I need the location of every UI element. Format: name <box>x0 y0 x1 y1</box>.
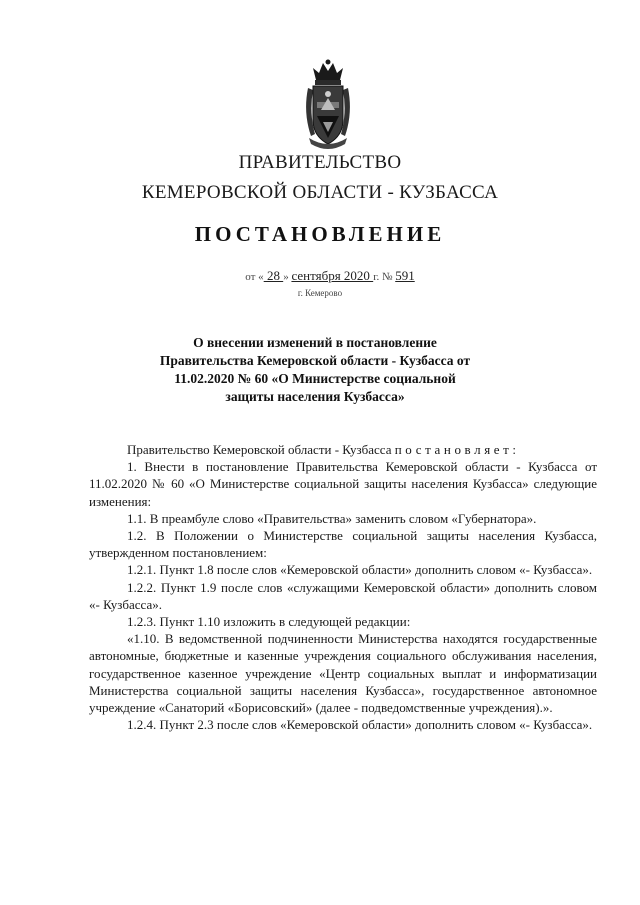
paragraph-1-2-3: 1.2.3. Пункт 1.10 изложить в следующей редакции: <box>127 614 411 630</box>
intro-lead: Правительство Кемеровской области - Кузбасса <box>127 442 395 457</box>
government-name-line1: ПРАВИТЕЛЬСТВО <box>238 152 402 173</box>
date-number-line <box>0 268 640 284</box>
paragraph-1-1: 1.1. В преамбуле слово «Правительства» заменить словом «Губернатора». <box>127 510 537 526</box>
document-subject: О внесении изменений в постановление Правительства Кемеровской области - Кузбасса от 11.02.2020 № 60 «О Министерстве социальной защиты населения Кузбасса» <box>159 335 471 404</box>
government-name-line2: КЕМЕРОВСКОЙ ОБЛАСТИ - КУЗБАССА <box>141 182 499 203</box>
date-day-close: » <box>283 271 292 283</box>
paragraph-1-2-2: 1.2.2. Пункт 1.9 после слов «служащими Кемеровской области» дополнить словом «- Кузбасса». <box>89 579 597 612</box>
paragraph-1-2-4: 1.2.4. Пункт 2.3 после слов «Кемеровской области» дополнить словом «- Кузбасса». <box>127 717 593 733</box>
paragraph-1-2: 1.2. В Положении о Министерстве социальной защиты населения Кузбасса, утвержденном постановлением: <box>89 528 597 561</box>
document-number: 591 <box>395 268 415 283</box>
intro-resolves: постановляет: <box>394 442 520 457</box>
intro-paragraph <box>89 441 597 458</box>
paragraph-1: 1. Внести в постановление Правительства Кемеровской области - Кузбасса от 11.02.2020 № 60 «О Министерстве социальной защиты населения Кузбасса» следующие изменения: <box>89 459 597 509</box>
year-suffix: г. № <box>373 271 396 283</box>
paragraph-1-10-quote: «1.10. В ведомственной подчиненности Министерства находятся государственные автономные, бюджетные и казенные учреждения социального обслуживания населения, государственное казенное учреждение «Центр социальных выплат и информатизации Министерства социальной защиты населения Кузбасса», государственное автономное учреждение «Санаторий «Борисовский» (далее - подведомственные учреждения).». <box>89 631 597 716</box>
document-body <box>89 441 597 733</box>
city-name: г. Кемерово <box>297 288 343 298</box>
kuzbass-coat-of-arms-icon <box>303 58 353 150</box>
paragraph-1-2-1: 1.2.1. Пункт 1.8 после слов «Кемеровской области» дополнить словом «- Кузбасса». <box>127 562 593 578</box>
date-prefix: от « <box>245 271 264 283</box>
document-type-title: ПОСТАНОВЛЕНИЕ <box>194 222 446 246</box>
date-month-year: сентября 2020 <box>291 268 374 283</box>
date-day: 28 <box>263 268 284 283</box>
